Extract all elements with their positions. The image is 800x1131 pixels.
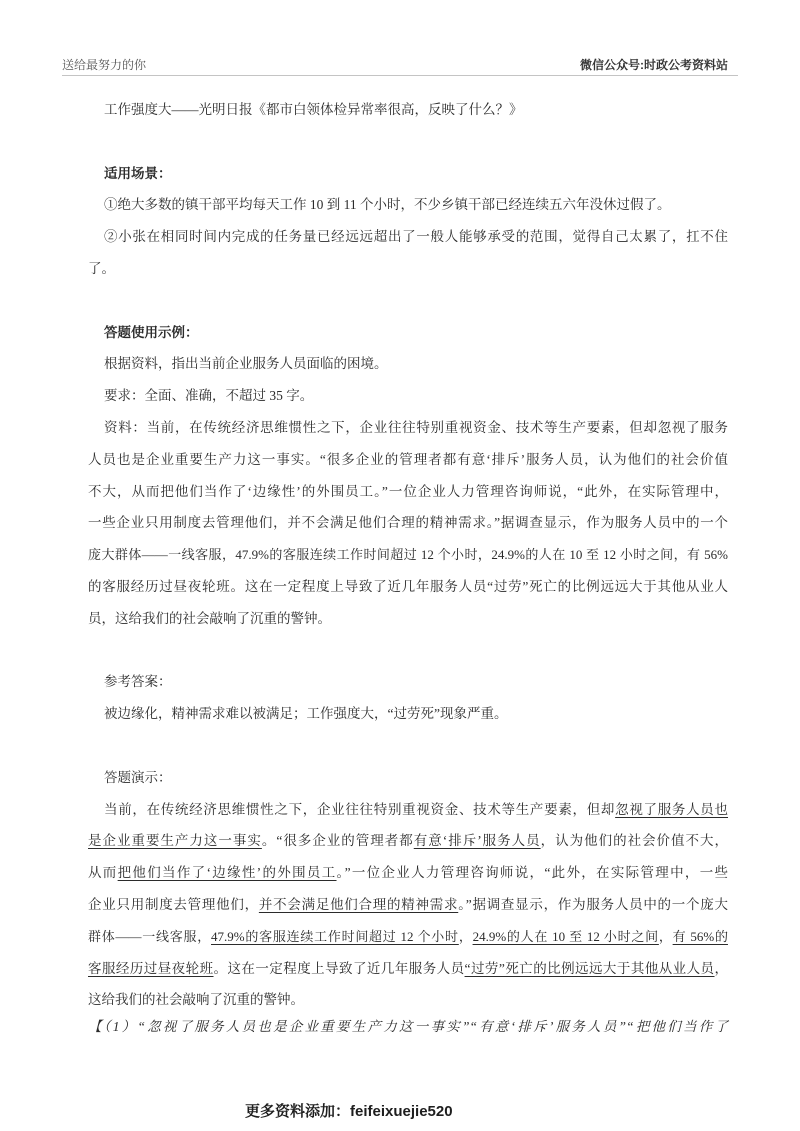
material-line: 庞大群体——一线客服，47.9%的客服连续工作时间超过 12 个小时，24.9%的人在 10 至 12 小时之间，有 56% xyxy=(88,547,728,563)
analysis-note: 【（1）“忽视了服务人员也是企业重要生产力这一事实”“有意‘排斥’服务人员”“把他们当作了 xyxy=(88,1019,728,1035)
footer-contact: 更多资料添加：feifeixuejie520 xyxy=(245,1103,453,1120)
demo-text: 这给我们的社会敲响了沉重的警钟。 xyxy=(88,992,304,1008)
header-left-text: 送给最努力的你 xyxy=(62,58,147,72)
example-question: 根据资料，指出当前企业服务人员面临的困境。 xyxy=(104,356,388,372)
demo-text: ，认为他们的社会价值不大， xyxy=(540,833,729,849)
demo-text: ， xyxy=(658,928,673,944)
underlined-text: 有意‘排斥’服务人员 xyxy=(413,833,541,849)
demo-text: 从而 xyxy=(88,865,118,881)
demo-text: 。”一位企业人力管理咨询师说，“此外，在实际管理中，一些 xyxy=(336,865,729,881)
topic-line: 工作强度大——光明日报《都市白领体检异常率很高，反映了什么？》 xyxy=(104,102,523,117)
demo-text: 。这在一定程度上导致了近几年服务人员 xyxy=(213,960,465,976)
spacer xyxy=(88,730,728,762)
material-line: 资料：当前，在传统经济思维惯性之下，企业往往特别重视资金、技术等生产要素，但却忽视了服务 xyxy=(104,419,728,435)
demo-line xyxy=(88,921,728,953)
demo-line xyxy=(88,889,728,921)
underlined-text: “过劳”死亡的比例远远大于其他从业人员 xyxy=(464,960,715,976)
demo-text: 企业只用制度去管理他们， xyxy=(88,896,259,912)
header-rule xyxy=(62,75,738,76)
demo-line xyxy=(88,953,728,985)
underlined-text: 有 56%的 xyxy=(672,928,728,944)
scenario-item-2-line-2: 了。 xyxy=(88,260,115,276)
reference-answer: 被边缘化，精神需求难以被满足；工作强度大，“过劳死”现象严重。 xyxy=(104,706,508,722)
underlined-text: 是企业重要生产力这一事实 xyxy=(88,833,262,849)
header-right-text: 微信公众号:时政公考资料站 xyxy=(580,58,728,72)
scenario-item-2-line-1: ②小张在相同时间内完成的任务量已经远远超出了一般人能够承受的范围，觉得自己太累了，扛不住 xyxy=(104,229,728,245)
underlined-text: 并不会满足他们合理的精神需求 xyxy=(258,896,459,912)
spacer xyxy=(88,635,728,667)
demo-text: 。”据调查显示，作为服务人员中的一个庞大 xyxy=(458,896,729,912)
spacer xyxy=(88,285,728,317)
demo-text: ， xyxy=(714,960,729,976)
material-line: 不大，从而把他们当作了‘边缘性’的外围员工。”一位企业人力管理咨询师说，“此外，在实际管理中， xyxy=(88,483,728,499)
example-heading: 答题使用示例： xyxy=(104,324,199,340)
scenarios-heading: 适用场景： xyxy=(104,165,172,181)
material-line: 一些企业只用制度去管理他们，并不会满足他们合理的精神需求。”据调查显示，作为服务人员中的一个 xyxy=(88,515,728,531)
underlined-text: 客服经历过昼夜轮班 xyxy=(88,960,214,976)
underlined-text: 24.9%的人在 10 至 12 小时之间 xyxy=(472,928,659,944)
demo-heading: 答题演示： xyxy=(104,769,172,785)
material-line: 人员也是企业重要生产力这一事实。“很多企业的管理者都有意‘排斥’服务人员，认为他们的社会价值 xyxy=(88,451,728,467)
material-line: 的客服经历过昼夜轮班。这在一定程度上导致了近几年服务人员“过劳”死亡的比例远远大于其他从业人 xyxy=(88,578,728,594)
material-line: 员，这给我们的社会敲响了沉重的警钟。 xyxy=(88,610,331,626)
underlined-text: 把他们当作了‘边缘性’的外围员工 xyxy=(117,865,337,881)
document-body xyxy=(88,94,728,1043)
demo-line xyxy=(88,857,728,889)
example-requirement: 要求：全面、准确，不超过 35 字。 xyxy=(104,388,314,404)
demo-line xyxy=(88,794,728,826)
scenario-item-1: ①绝大多数的镇干部平均每天工作 10 到 11 个小时，不少乡镇干部已经连续五六年没休过假了。 xyxy=(104,197,671,213)
underlined-text: 忽视了服务人员也 xyxy=(615,801,729,817)
spacer xyxy=(88,126,728,158)
demo-text: 。“很多企业的管理者都 xyxy=(261,833,414,849)
underlined-text: 47.9%的客服连续工作时间超过 12 个小时 xyxy=(211,928,459,944)
demo-text: 群体——一线客服， xyxy=(88,928,211,944)
demo-text: 当前，在传统经济思维惯性之下，企业往往特别重视资金、技术等生产要素，但却 xyxy=(104,801,616,817)
reference-heading: 参考答案： xyxy=(104,674,172,690)
demo-text: ， xyxy=(458,928,473,944)
demo-line xyxy=(88,825,728,857)
